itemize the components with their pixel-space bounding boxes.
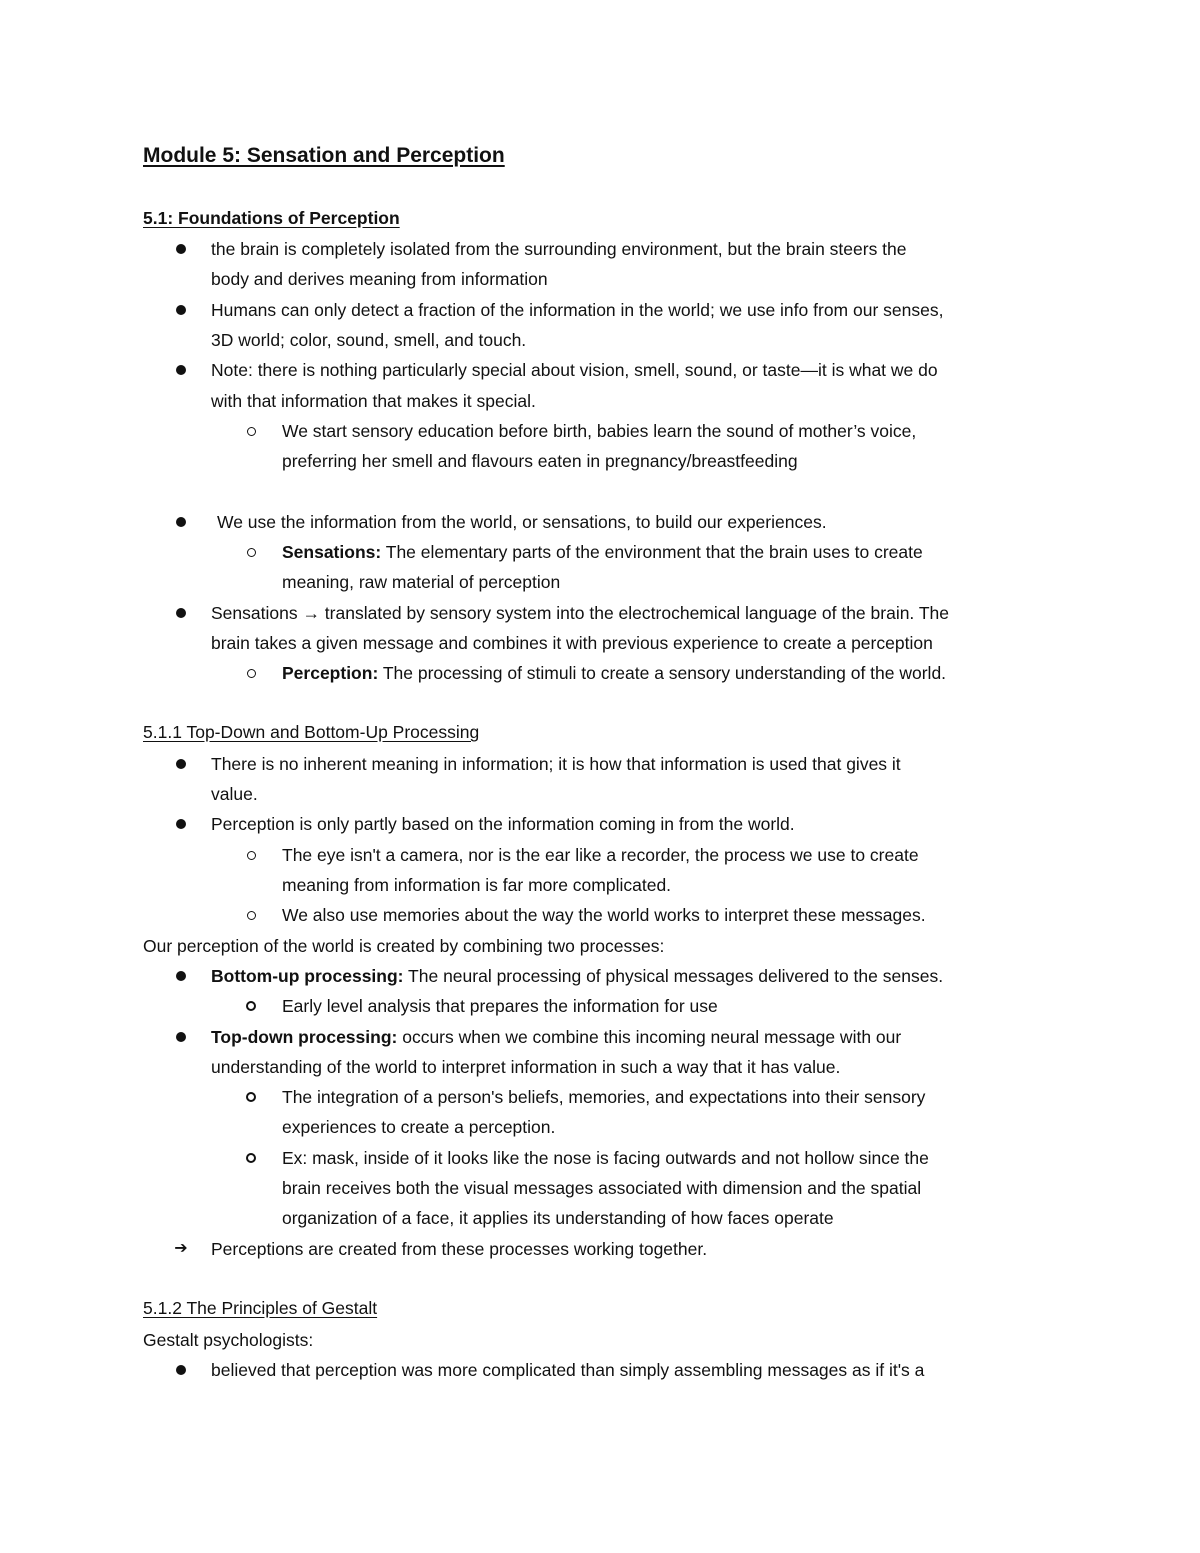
list-item-text: Ex: mask, inside of it looks like the nose is facing outwards and not hollow since the [282,1148,929,1168]
definition-text: The neural processing of physical messages delivered to the senses. [408,966,944,986]
bullet-dot-icon [171,809,191,839]
bullet-circle-icon [241,900,261,930]
bullet-dot-icon [171,598,191,628]
list-item-text: brain receives both the visual messages associated with dimension and the spatial [282,1178,922,1198]
list-item-text: the brain is completely isolated from the surrounding environment, but the brain steers the [211,239,907,259]
term-sensations: Sensations: [282,542,382,562]
bullet-circle-icon [241,537,261,567]
definition-text: The elementary parts of the environment that the brain uses to create [385,542,923,562]
list-item-text [211,961,943,991]
bullet-circle-icon [241,658,261,688]
list-item-text: Note: there is nothing particularly special about vision, smell, sound, or taste—it is what we do [211,360,938,380]
bullet-circle-icon [241,1082,261,1112]
list-item-text: meaning, raw material of perception [282,572,561,592]
list-item-text: Early level analysis that prepares the information for use [282,996,718,1016]
bullet-dot-icon [171,961,191,991]
list-item-text: Perception is only partly based on the information coming in from the world. [211,814,795,834]
paragraph-text: Gestalt psychologists: [143,1330,314,1350]
paragraph-text: Our perception of the world is created by combining two processes: [143,936,665,956]
list-item-text: There is no inherent meaning in information; it is how that information is used that gives it [211,754,901,774]
definition-text: occurs when we combine this incoming neural message with our [402,1027,902,1047]
list-item-text: with that information that makes it special. [211,391,536,411]
section-heading-5-1: 5.1: Foundations of Perception [143,208,400,228]
list-item-text: value. [211,784,258,804]
term-top-down: Top-down processing: [211,1027,398,1047]
list-item-text: organization of a face, it applies its understanding of how faces operate [282,1208,834,1228]
list-item-text: experiences to create a perception. [282,1117,556,1137]
bullet-dot-icon [171,295,191,325]
list-item-text: believed that perception was more complicated than simply assembling messages as if it's a [211,1360,925,1380]
bullet-circle-icon [241,416,261,446]
list-item-text: The eye isn't a camera, nor is the ear like a recorder, the process we use to create [282,845,919,865]
list-item-text [282,537,923,567]
definition-text: The processing of stimuli to create a sensory understanding of the world. [382,663,947,683]
bullet-dot-icon [171,1022,191,1052]
page-title: Module 5: Sensation and Perception [143,144,505,167]
list-item-text [282,658,946,688]
list-item-text: The integration of a person's beliefs, memories, and expectations into their sensory [282,1087,926,1107]
list-item-text: We also use memories about the way the world works to interpret these messages. [282,905,926,925]
bullet-dot-icon [171,507,191,537]
bullet-dot-icon [171,234,191,264]
list-item-text: meaning from information is far more complicated. [282,875,672,895]
list-item-text: Humans can only detect a fraction of the information in the world; we use info from our senses, [211,300,944,320]
list-item-text [211,1022,901,1052]
list-item-text: preferring her smell and flavours eaten in pregnancy/breastfeeding [282,451,798,471]
list-item-text: body and derives meaning from information [211,269,548,289]
list-item-text: We use the information from the world, or sensations, to build our experiences. [217,512,827,532]
list-item-text: Perceptions are created from these processes working together. [211,1239,708,1259]
list-item-text: We start sensory education before birth, babies learn the sound of mother’s voice, [282,421,917,441]
list-item-text: brain takes a given message and combines it with previous experience to create a perception [211,633,933,653]
section-heading-5-1-1: 5.1.1 Top-Down and Bottom-Up Processing [143,722,480,742]
list-item-text: understanding of the world to interpret information in such a way that it has value. [211,1057,841,1077]
term-perception: Perception: [282,663,379,683]
bullet-dot-icon [171,749,191,779]
term-bottom-up: Bottom-up processing: [211,966,404,986]
list-item-text: Sensations → translated by sensory system into the electrochemical language of the brain. The [211,603,949,623]
bullet-circle-icon [241,840,261,870]
bullet-dot-icon [171,1355,191,1385]
bullet-circle-icon [241,991,261,1021]
section-heading-5-1-2: 5.1.2 The Principles of Gestalt [143,1298,378,1318]
arrow-right-icon: ➔ [174,1240,188,1257]
bullet-circle-icon [241,1143,261,1173]
list-item-text: 3D world; color, sound, smell, and touch. [211,330,527,350]
bullet-dot-icon [171,355,191,385]
